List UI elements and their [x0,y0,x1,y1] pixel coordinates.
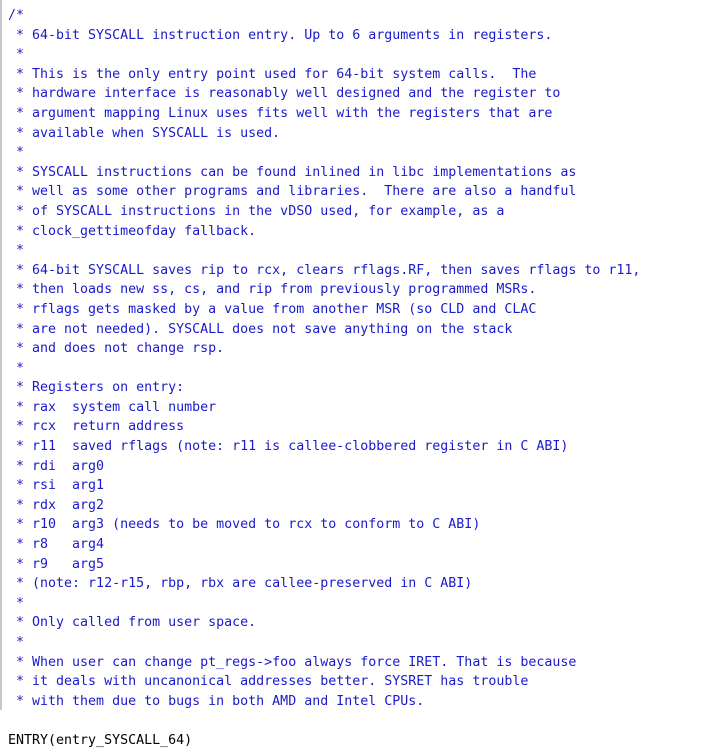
code-line: * 64-bit SYSCALL instruction entry. Up to 6 arguments in registers. [8,27,553,43]
code-line-entry: ENTRY(entry_SYSCALL_64) [8,732,193,748]
code-line: * rdi arg0 [8,458,105,474]
code-line: * r9 arg5 [8,556,105,572]
gutter-divider [0,0,2,710]
code-line: * SYSCALL instructions can be found inlined in libc implementations as [8,164,577,180]
code-line: * [8,360,25,376]
code-line: * with them due to bugs in both AMD and Intel CPUs. [8,693,425,709]
code-line: * argument mapping Linux uses fits well with the registers that are [8,105,553,121]
code-line: * When user can change pt_regs->foo always force IRET. That is because [8,654,577,670]
code-line: * [8,47,25,63]
code-line: * This is the only entry point used for 64-bit system calls. The [8,66,537,82]
code-line: * [8,243,25,259]
code-line: * rflags gets masked by a value from another MSR (so CLD and CLAC [8,301,537,317]
code-line: * (note: r12-r15, rbp, rbx are callee-preserved in C ABI) [8,576,473,592]
code-line: * available when SYSCALL is used. [8,125,281,141]
code-line: * it deals with uncanonical addresses better. SYSRET has trouble [8,674,529,690]
code-line: * Registers on entry: [8,380,185,396]
code-line: * are not needed). SYSCALL does not save anything on the stack [8,321,513,337]
code-line: * well as some other programs and libraries. There are also a handful [8,184,577,200]
code-line: * rax system call number [8,399,217,415]
code-line: * 64-bit SYSCALL saves rip to rcx, clears rflags.RF, then saves rflags to r11, [8,262,641,278]
code-line: * [8,635,25,650]
code-line-blank [8,711,721,731]
code-line: * Only called from user space. [8,615,257,631]
code-line: * then loads new ss, cs, and rip from previously programmed MSRs. [8,282,537,298]
code-line: * and does not change rsp. [8,341,225,357]
code-line: * r10 arg3 (needs to be moved to rcx to conform to C ABI) [8,517,481,533]
code-line: * rcx return address [8,419,185,435]
code-line: * hardware interface is reasonably well designed and the register to [8,86,561,102]
code-line: * of SYSCALL instructions in the vDSO used, for example, as a [8,203,505,219]
code-line: /* [8,8,25,23]
code-line: * r11 saved rflags (note: r11 is callee-clobbered register in C ABI) [8,439,569,455]
code-line: * [8,595,25,611]
code-line: * rdx arg2 [8,497,105,513]
code-line: * [8,145,25,161]
code-line: * r8 arg4 [8,537,105,553]
code-line: * rsi arg1 [8,478,105,494]
code-line: * clock_gettimeofday fallback. [8,223,257,239]
